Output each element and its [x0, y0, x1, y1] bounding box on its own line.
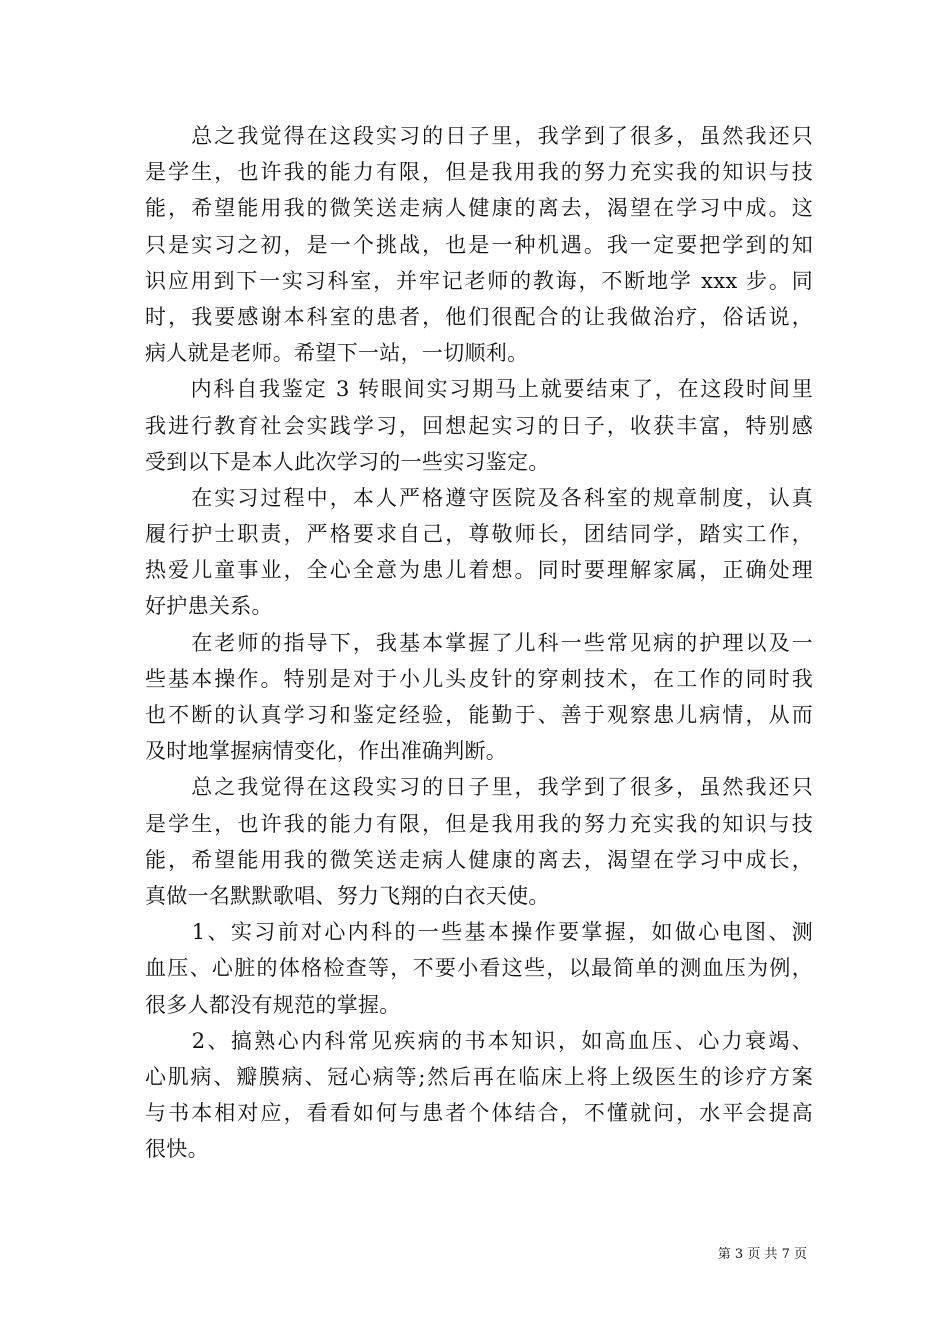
text-line: 受到以下是本人此次学习的一些实习鉴定。: [145, 449, 550, 474]
text-line: 内科自我鉴定 3 转眼间实习期马上就要结束了，在这段时间里: [145, 377, 813, 402]
text-line: 只是实习之初，是一个挑战，也是一种机遇。我一定要把学到的知: [145, 232, 813, 257]
text-line: 2、搞熟心内科常见疾病的书本知识，如高血压、心力衰竭、: [145, 1028, 813, 1053]
document-body: [145, 118, 813, 1167]
text-line: 能，希望能用我的微笑送走病人健康的离去，渴望在学习中成。这: [145, 196, 813, 221]
text-line: 些基本操作。特别是对于小儿头皮针的穿刺技术，在工作的同时我: [145, 666, 813, 691]
text-line: 心肌病、瓣膜病、冠心病等;然后再在临床上将上级医生的诊疗方案: [145, 1064, 813, 1089]
text-line: 很快。: [145, 1137, 209, 1162]
text-line: 在老师的指导下，我基本掌握了儿科一些常见病的护理以及一: [145, 630, 813, 655]
text-line: 病人就是老师。希望下一站，一切顺利。: [145, 341, 529, 366]
text-line: 总之我觉得在这段实习的日子里，我学到了很多，虽然我还只: [145, 775, 813, 800]
text-line: 好护患关系。: [145, 594, 273, 619]
text-line: 及时地掌握病情变化，作出准确判断。: [145, 739, 508, 764]
text-line: 真做一名默默歌唱、努力飞翔的白衣天使。: [145, 883, 550, 908]
text-line: 识应用到下一实习科室，并牢记老师的教诲，不断地学 xxx 步。同: [145, 268, 813, 293]
text-line: 总之我觉得在这段实习的日子里，我学到了很多，虽然我还只: [145, 124, 813, 148]
text-line: 能，希望能用我的微笑送走病人健康的离去，渴望在学习中成长，: [145, 847, 813, 872]
text-line: 热爱儿童事业，全心全意为患儿着想。同时要理解家属，正确处理: [145, 558, 813, 583]
text-line: 时，我要感谢本科室的患者，他们很配合的让我做治疗，俗话说，: [145, 304, 813, 329]
text-line: 我进行教育社会实践学习，回想起实习的日子，收获丰富，特别感: [145, 413, 813, 438]
text-line: 是学生，也许我的能力有限，但是我用我的努力充实我的知识与技: [145, 160, 813, 185]
text-line: 在实习过程中，本人严格遵守医院及各科室的规章制度，认真: [145, 485, 813, 510]
text-line: 与书本相对应，看看如何与患者个体结合，不懂就问，水平会提高: [145, 1101, 813, 1126]
page-number-footer: 第 3 页 共 7 页: [717, 1247, 807, 1262]
text-line: 很多人都没有规范的掌握。: [145, 992, 401, 1017]
text-line: 1、实习前对心内科的一些基本操作要掌握，如做心电图、测: [145, 920, 813, 945]
text-line: 血压、心脏的体格检查等，不要小看这些，以最简单的测血压为例，: [145, 956, 813, 981]
text-line: 也不断的认真学习和鉴定经验，能勤于、善于观察患儿病情，从而: [145, 703, 813, 727]
text-line: 是学生，也许我的能力有限，但是我用我的努力充实我的知识与技: [145, 811, 813, 836]
text-line: 履行护士职责，严格要求自己，尊敬师长，团结同学，踏实工作，: [145, 522, 813, 547]
